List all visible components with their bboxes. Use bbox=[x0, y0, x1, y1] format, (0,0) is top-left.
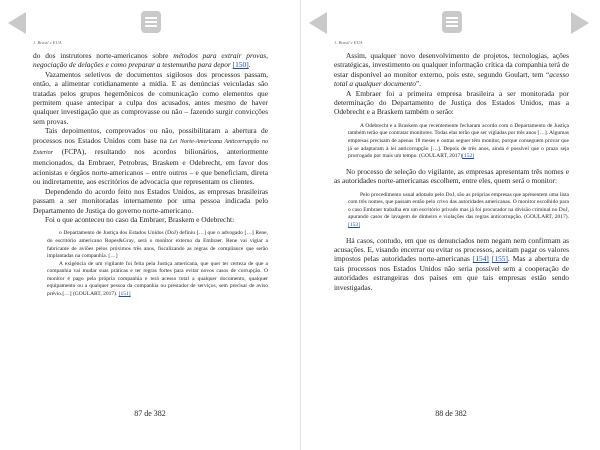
left-nav-bar bbox=[0, 6, 300, 38]
footnote-link[interactable]: [152] bbox=[462, 153, 475, 160]
block-quote: A Odebrecht e a Braskem que recentemente fecharam acordo com o Departamento de Justiça também terão que contratar monitores. Todas elas terão que ser vigiadas por três anos […]. Algumas empresas precisam de apenas 18 meses e outras seguer têm monitor, porque conseguem provar que já se adaptaram à lei anticorrupção […]. Depois de três anos, ainda é possível que o prazo seja prorrogado por mais um tempo. (GOULART, 2017)[152] bbox=[348, 122, 569, 160]
paragraph: Vazamentos seletivos de documentos sigilosos dos processos passam, então, a alimentar cotidianamente a mídia. E as denúncias veiculadas são tratadas pelos grupos hegemônicos de comunicação como elementos que permitem quase antecipar a culpa dos acusados, antes mesmo de haver qualquer investigação que as comprovasse ou não – fazendo surgir convicções sem provas. bbox=[33, 69, 268, 126]
paragraph: Há casos, contudo, em que os denunciados nem negam nem confirmam as acusações. E, visando encerrar ou evitar os processos, aceitam pagar os valores impostos pelas autoridades norte-americanas [154] [155]. Mas a abertura de tais processos nos Estados Unidos não seria possível sem a cooperação de autoridades estrangeiras dos países em que tais empresas estão sendo investigadas. bbox=[334, 235, 569, 292]
next-page-arrow-icon[interactable] bbox=[571, 12, 589, 34]
right-body-text bbox=[334, 51, 569, 292]
footnote-link[interactable]: [151] bbox=[118, 291, 131, 298]
left-body-text bbox=[33, 51, 268, 299]
paragraph: Dependendo do acordo feito nos Estados Unidos, as empresas brasileiras passam a ser monitoradas internamente por uma pessoa indicada pelo Departamento de Justiça do governo norte-americano. bbox=[33, 186, 268, 215]
footnote-link[interactable]: [150] bbox=[232, 60, 249, 70]
paragraph: Foi o que aconteceu no caso da Embraer, Braskem e Odebrecht: bbox=[45, 214, 235, 224]
block-quote: Pelo procedimento usual adotado pelo DoJ, são as próprias empresas que apresentem uma lista com três nomes, que passam então pelo crivo das autoridades americanas. O monitor escolhido para o caso Embraer trabalha em um escritório privado mas já foi procurador na divisão criminal no DoJ, apurando casos de lavagem de dinheiro e violações das regras anticorrupção. (GOULART, 2017). [153] bbox=[348, 191, 569, 228]
paragraph: Assim, qualquer novo desenvolvimento de projetos, tecnologias, ações estratégicas, investimento ou qualquer informação crítica da companhia terá de estar disponível ao monitor externo, pois este, segundo Goulart, tem “acesso total a qualquer documento”. bbox=[334, 51, 569, 89]
paragraph: No processo de seleção do vigilante, as empresas apresentam três nomes e as autoridades norte-americanas escolhem, entre eles, quem será o monitor: bbox=[334, 166, 569, 186]
footnote-link[interactable]: [155] bbox=[491, 254, 508, 264]
running-head: 1. Brasil e EUA bbox=[334, 40, 363, 45]
right-page bbox=[300, 0, 600, 450]
table-of-contents-icon[interactable] bbox=[442, 11, 462, 33]
previous-page-arrow-icon[interactable] bbox=[8, 12, 26, 34]
table-of-contents-icon[interactable] bbox=[141, 11, 161, 33]
paragraph: A Embraer foi a primeira empresa brasileira a ser monitorada por determinação do Departamento de Justiça dos Estados Unidos, mas a Odebrecht e a Braskem também o serão: bbox=[334, 88, 569, 117]
page-number: 87 de 382 bbox=[134, 409, 166, 418]
right-nav-bar bbox=[301, 6, 600, 38]
paragraph: do dos instrutores norte-americanos sobre métodos para extrair provas, negociação de delações e como preparar a testemunha para depor [150]. bbox=[33, 51, 268, 70]
block-quote: o Departamento de Justiça dos Estados Unidos (DoJ) definiu […] que o advogado […] Rene, do escritório americano Ropes&Gray, será o monitor externo da Embraer. Rene vai vigiar a fabricante de aviões pelos próximos três anos, fiscalizando as regras de compliance que serão implantadas na companhia. […] A exigência de um vigilante foi feita pela Justiça americana, que quer ter certeza de que a companhia vai mudar suas práticas e ter regras fortes para evitar novos casos de corrupção. O monitor é pago pela própria companhia e terá acesso total a qualquer documento, qualquer equipamento ou a qualquer pessoa da companhia ou prestador de serviços, sem precisar de aviso prévio.[…] (GOULART, 2017). [151] bbox=[47, 230, 268, 298]
paragraph: Tais depoimentos, comprovados ou não, possibilitaram a abertura de processos nos Estados Unidos com base na Lei Norte-Americana Anticorrupção no Exterior (FCPA), resultando nos acordos bilionários, anteriormente mencionados, da Embraer, Petrobras, Braskem e Odebrecht, em favor dos acionistas e órgãos norte-americanos – entre outros – e que beneficiam, direta ou indiretamente, aos escritórios de advocacia que representam os clientes. bbox=[33, 126, 268, 187]
previous-page-arrow-icon[interactable] bbox=[309, 12, 327, 34]
footnote-link[interactable]: [153] bbox=[348, 222, 360, 228]
page-number: 88 de 382 bbox=[435, 409, 467, 418]
footnote-link[interactable]: [154] bbox=[472, 254, 489, 264]
running-head: 1. Brasil e EUA bbox=[33, 40, 62, 45]
